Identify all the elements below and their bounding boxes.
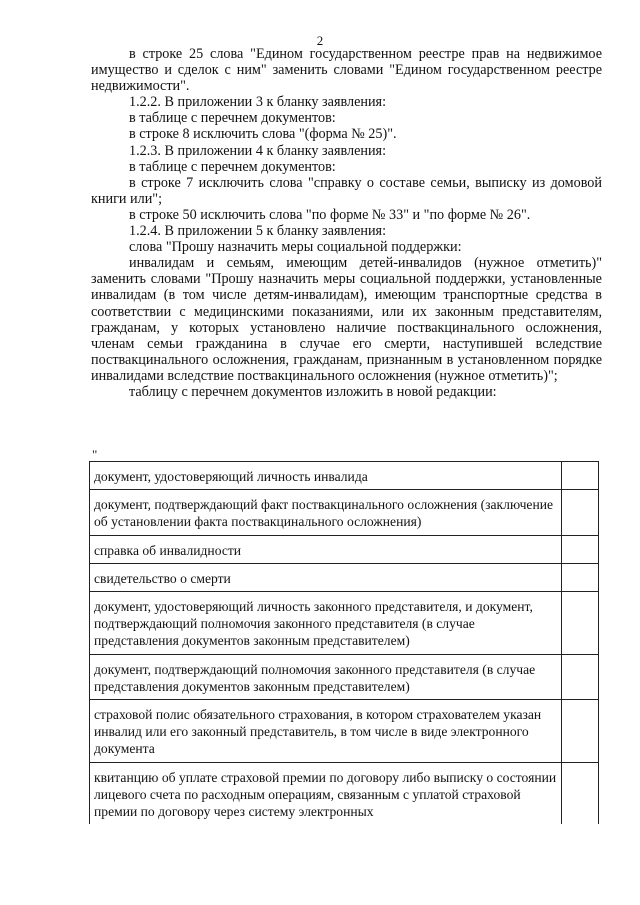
amendment-text xyxy=(91,46,602,400)
document-cell: квитанцию об уплате страховой премии по договору либо выписку о состоянии лицевого счета по расходным операциям, связанным с уплатой страховой премии по договору через систему электронных xyxy=(90,762,562,824)
table-row xyxy=(90,535,599,563)
paragraph-10: слова "Прошу назначить меры социальной поддержки: xyxy=(129,239,462,256)
paragraph-7: в строке 7 исключить слова "справку о составе семьи, выписку из домовой книги или"; xyxy=(91,174,602,207)
paragraph-9: 1.2.4. В приложении 5 к бланку заявления: xyxy=(129,223,387,240)
document-cell: документ, подтверждающий полномочия законного представителя (в случае представления документов законным представителем) xyxy=(90,654,562,699)
document-cell: свидетельство о смерти xyxy=(90,563,562,591)
table-row xyxy=(90,654,599,699)
table-row xyxy=(90,563,599,591)
document-cell: страховой полис обязательного страхования, в котором страхователем указан инвалид или его законный представитель, в том числе в виде электронного документа xyxy=(90,700,562,763)
paragraph-6: в таблице с перечнем документов: xyxy=(129,158,336,175)
documents-table xyxy=(89,461,599,824)
checkbox-cell[interactable] xyxy=(562,462,599,490)
paragraph-1: в строке 25 слова "Едином государственном реестре прав на недвижимое имущество и сделок с ним" заменить словами "Едином государственном реестре недвижимости". xyxy=(91,46,602,95)
paragraph-8: в строке 50 исключить слова "по форме № 33" и "по форме № 26". xyxy=(129,206,531,223)
checkbox-cell[interactable] xyxy=(562,490,599,535)
document-cell: справка об инвалидности xyxy=(90,535,562,563)
document-cell: документ, удостоверяющий личность инвалида xyxy=(90,462,562,490)
paragraph-12: таблицу с перечнем документов изложить в новой редакции: xyxy=(129,383,497,400)
table-row xyxy=(90,490,599,535)
document-cell: документ, подтверждающий факт поствакцинального осложнения (заключение об установлении факта поствакцинального осложнения) xyxy=(90,490,562,535)
table-open-quote: " xyxy=(92,447,98,462)
checkbox-cell[interactable] xyxy=(562,762,599,824)
checkbox-cell[interactable] xyxy=(562,563,599,591)
table-row xyxy=(90,592,599,655)
checkbox-cell[interactable] xyxy=(562,535,599,563)
paragraph-5: 1.2.3. В приложении 4 к бланку заявления: xyxy=(129,142,387,159)
page-number: 2 xyxy=(316,33,324,48)
paragraph-3: в таблице с перечнем документов: xyxy=(129,110,336,127)
paragraph-4: в строке 8 исключить слова "(форма № 25)". xyxy=(129,126,397,143)
checkbox-cell[interactable] xyxy=(562,592,599,655)
table-row xyxy=(90,762,599,824)
table-row xyxy=(90,700,599,763)
document-cell: документ, удостоверяющий личность законного представителя, и документ, подтверждающий полномочия законного представителя (в случае представления документов законным представителем) xyxy=(90,592,562,655)
paragraph-11: инвалидам и семьям, имеющим детей-инвалидов (нужное отметить)" заменить словами "Прошу назначить меры социальной поддержки, установленные инвалидам (в том числе детям-инвалидам), имеющим транспортные средства в соответствии с медицинскими показаниями, или их законным представителям, гражданам, у которых установлено наличие поствакцинального осложнения, членам семьи гражданина в случае его смерти, наступившей вследствие поствакцинального осложнения, гражданам, признанным в установленном порядке инвалидами вследствие поствакцинального осложнения (нужное отметить)"; xyxy=(91,255,602,384)
paragraph-2: 1.2.2. В приложении 3 к бланку заявления: xyxy=(129,94,387,111)
table-row xyxy=(90,462,599,490)
checkbox-cell[interactable] xyxy=(562,654,599,699)
checkbox-cell[interactable] xyxy=(562,700,599,763)
